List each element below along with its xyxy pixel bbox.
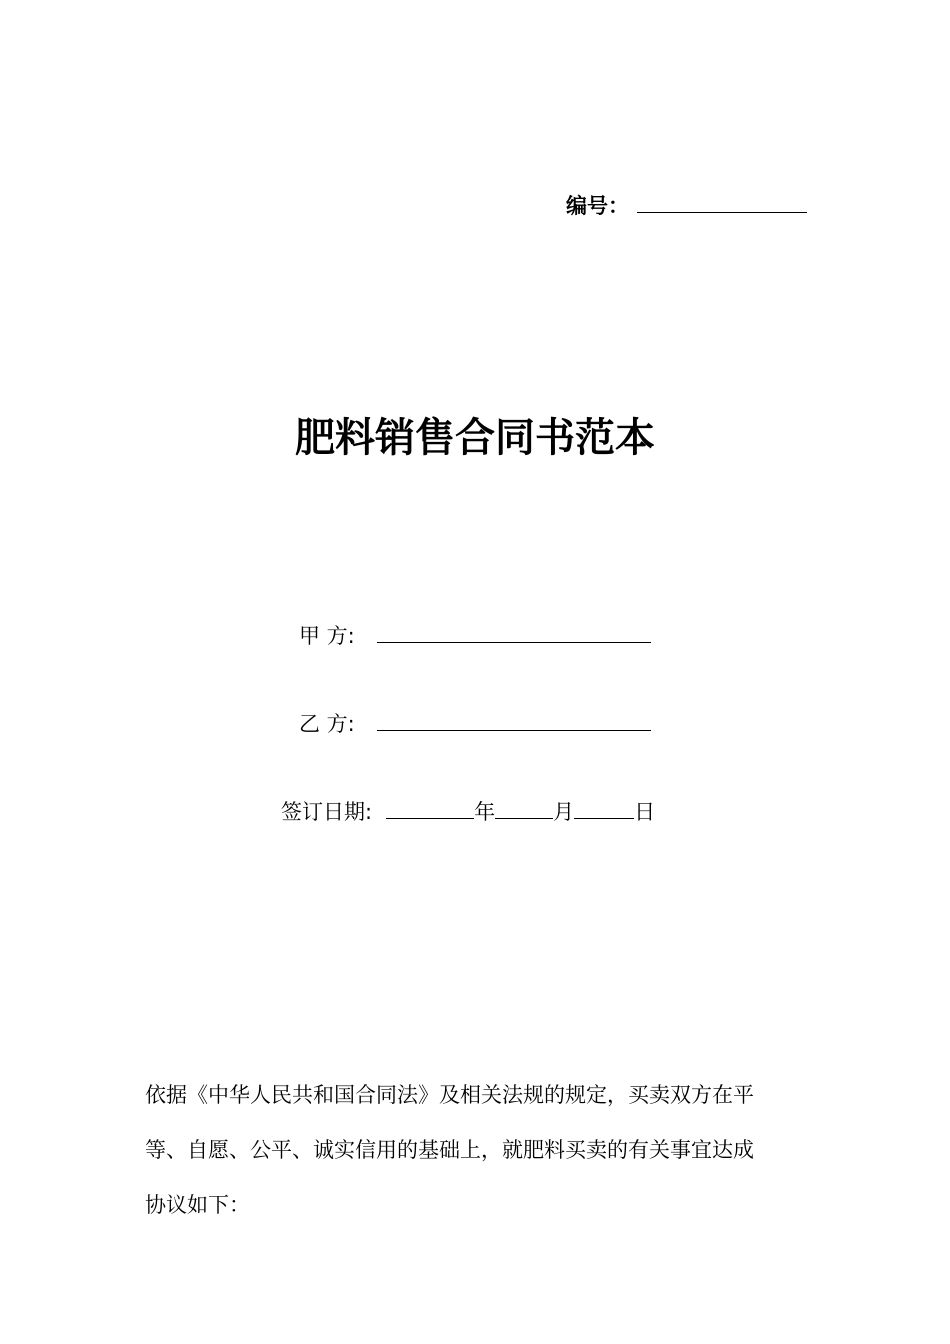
- month-blank[interactable]: [495, 796, 553, 819]
- party-a-blank[interactable]: [377, 620, 651, 643]
- signing-date-label: 签订日期:: [281, 800, 373, 824]
- contract-number-label: 编号：: [566, 194, 629, 218]
- intro-line: 依据《中华人民共和国合同法》及相关法规的规定，买卖双方在平: [145, 1083, 754, 1107]
- intro-paragraph: [145, 1068, 807, 1233]
- year-blank[interactable]: [386, 796, 474, 819]
- document-title: 肥料销售合同书范本: [295, 415, 655, 461]
- intro-line: 等、自愿、公平、诚实信用的基础上，就肥料买卖的有关事宜达成: [145, 1138, 754, 1162]
- party-b-blank[interactable]: [377, 708, 651, 731]
- party-b-label: 乙 方:: [299, 712, 355, 736]
- party-a-field: [299, 620, 651, 650]
- party-a-label: 甲 方:: [299, 624, 355, 648]
- intro-line: 协议如下：: [145, 1193, 250, 1217]
- contract-number-blank[interactable]: [637, 190, 807, 213]
- day-blank[interactable]: [574, 796, 634, 819]
- year-unit: 年: [474, 800, 496, 824]
- month-unit: 月: [553, 800, 575, 824]
- day-unit: 日: [634, 800, 656, 824]
- signing-date-field: [281, 796, 655, 826]
- contract-number-field: [566, 190, 807, 220]
- party-b-field: [299, 708, 651, 738]
